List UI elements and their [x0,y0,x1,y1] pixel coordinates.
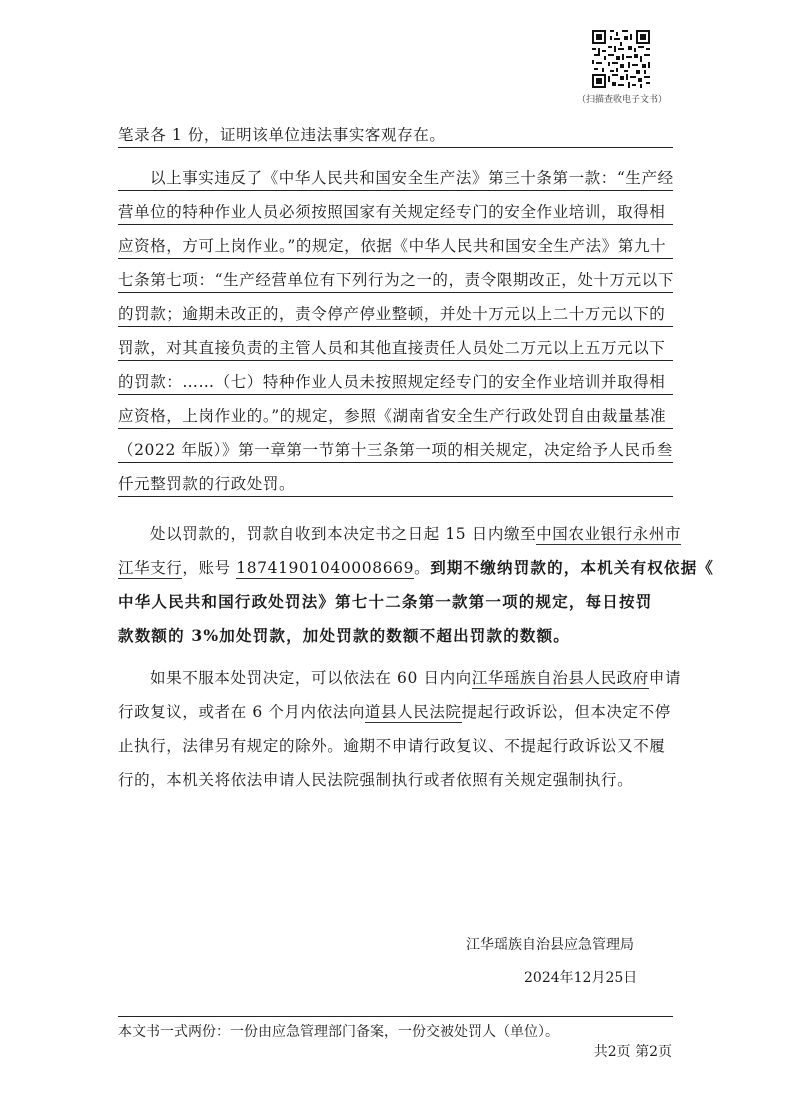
underline-rule [118,360,673,361]
underline-rule [118,428,673,429]
violation-line-9: （2022 年版）》第一章第一节第十三条第一项的相关规定，决定给予人民币叁 [118,441,673,459]
violation-line-7: 的罚款：……（七）特种作业人员未按照规定经专门的安全作业培训并取得相 [118,373,666,391]
payment-line-2 [118,557,715,579]
appeal-line-3: 止执行，法律另有规定的除外。逾期不申请行政复议、不提起行政诉讼又不履 [118,737,666,755]
court-name: 道县人民法院 [364,703,462,721]
bank-name: 中国农业银行永州市 [536,525,682,543]
violation-line-10: 仟元整罚款的行政处罚。 [118,475,296,493]
violation-line-6: 罚款，对其直接负责的主管人员和其他直接责任人员处二万元以上五万元以下 [118,339,666,357]
footer-note: 本文书一式两份：一份由应急管理部门备案，一份交被处罚人（单位）。 [118,1024,559,1040]
review-authority: 江华瑶族自治县人民政府 [471,669,649,687]
underline-rule [118,462,673,463]
payment-line-4: 款数额的 3%加处罚款，加处罚款的数额不超出罚款的数额。 [118,626,571,645]
underline-rule [118,224,673,225]
appeal-text: 申请 [648,669,682,687]
qr-caption: （扫描查收电子文书） [576,95,667,105]
footer-divider [118,1016,673,1017]
payment-line-1 [150,523,682,545]
appeal-line-1 [150,667,682,689]
violation-line-3: 应资格，方可上岗作业。”的规定，依据《中华人民共和国安全生产法》第九十 [118,237,667,255]
page-number: 共2页 第2页 [593,1044,672,1060]
appeal-text: 提起行政诉讼，但本决定不停 [461,703,671,721]
account-number: 18741901040008669 [236,559,415,577]
underline-rule [118,190,673,191]
account-period: 。 [414,559,431,577]
violation-line-1: 以上事实违反了《中华人民共和国安全生产法》第三十条第一款：“生产经 [150,169,674,187]
underline-rule [118,258,673,259]
bank-branch: 江华支行 [118,559,183,577]
underline-rule [118,326,673,327]
appeal-line-4: 行的，本机关将依法申请人民法院强制执行或者依照有关规定强制执行。 [118,771,634,789]
payment-line-3: 中华人民共和国行政处罚法》第七十二条第一款第一项的规定，每日按罚 [118,592,653,611]
issuing-authority: 江华瑶族自治县应急管理局 [466,937,634,953]
issue-date: 2024年12月25日 [524,970,638,986]
underline-rule [118,496,673,497]
violation-line-2: 营单位的特种作业人员必须按照国家有关规定经专门的安全作业培训，取得相 [118,203,666,221]
underline-rule [118,292,673,293]
violation-line-8: 应资格，上岗作业的。”的规定，参照《湖南省安全生产行政处罚自由裁量基准 [118,407,667,425]
appeal-text: 如果不服本处罚决定，可以依法在 60 日内向 [150,669,472,687]
payment-deadline-text: 处以罚款的，罚款自收到本决定书之日起 15 日内缴至 [150,525,537,543]
appeal-line-2 [118,701,673,723]
account-label: ，账号 [182,559,237,577]
appeal-text: 行政复议，或者在 6 个月内依法向 [118,703,365,721]
violation-line-5: 的罚款；逾期未改正的，责令停产停业整顿，并处十万元以上二十万元以下的 [118,305,666,323]
late-payment-warning: 到期不缴纳罚款的，本机关有权依据《 [430,558,715,577]
underline-rule [118,147,673,148]
qr-code-icon[interactable] [592,30,650,88]
fact-record-line: 笔录各 1 份，证明该单位违法事实客观存在。 [118,126,446,144]
violation-line-4: 七条第七项：“生产经营单位有下列行为之一的，责令限期改正，处十万元以下 [118,271,674,289]
underline-rule [118,394,673,395]
